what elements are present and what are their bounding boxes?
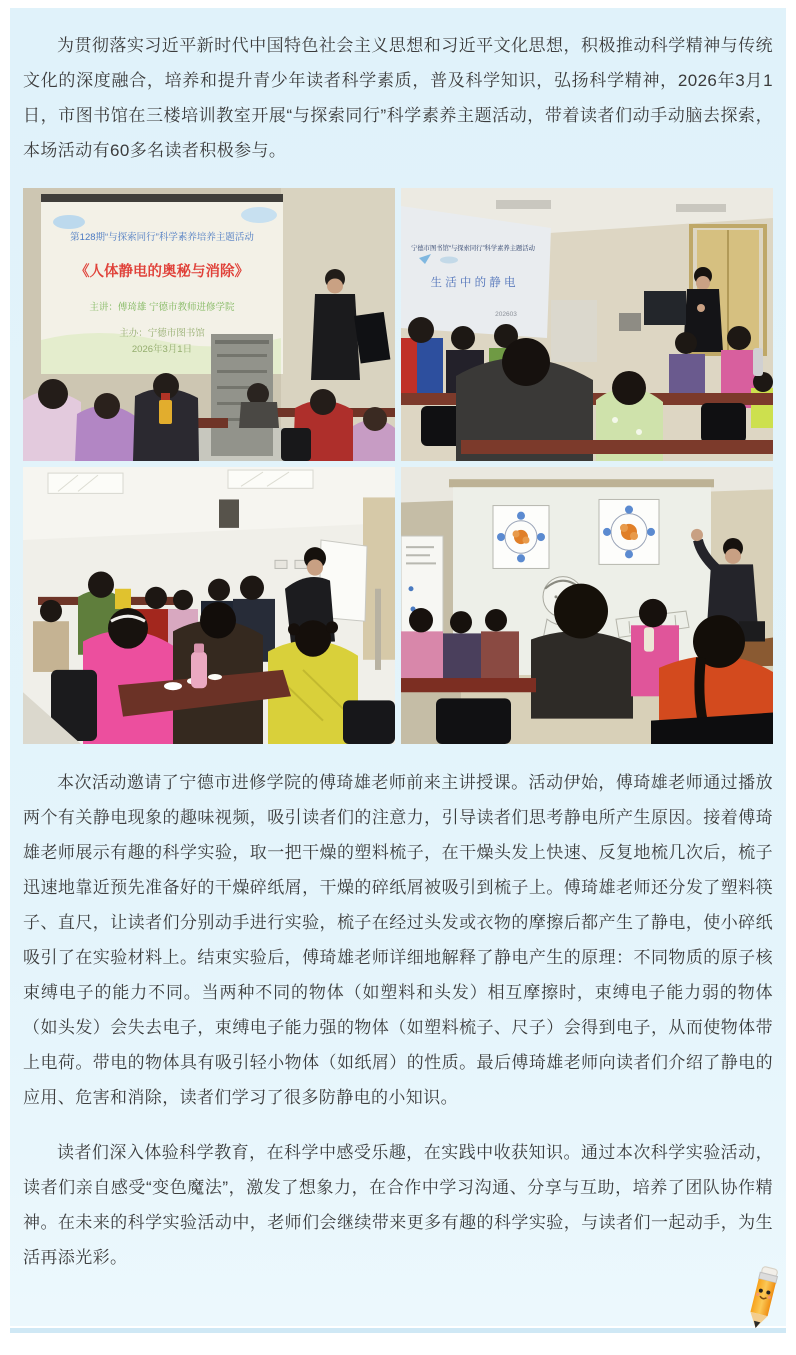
intro-paragraph: 为贯彻落实习近平新时代中国特色社会主义思想和习近平文化思想，积极推动科学精神与传统文化的深度融合，培养和提升青少年读者科学素质，普及科学知识，弘扬科学精神，2026年3月1日，市图书馆在三楼培训教室开展“与探索同行”科学素养主题活动，带着读者们动手动脑去探索，本场活动有60多名读者积极参与。 — [23, 36, 773, 160]
long-hair — [699, 658, 703, 723]
activity-detail-paragraph: 本次活动邀请了宁德市进修学院的傅琦雄老师前来主讲授课。活动伊始，傅琦雄老师通过播放两个有关静电现象的趣味视频，吸引读者们的注意力，引导读者们思考静电所产生原因。接着傅琦雄老师展示有趣的科学实验，取一把干燥的塑料梳子，在干燥头发上快速、反复地梳几次后，梳子迅速地靠近预先准备好的干燥碎纸屑，干燥的碎纸屑被吸引到梳子上。傅琦雄老师还分发了塑料筷子、直尺，让读者们分别动手进行实验，梳子在经过头发或衣物的摩擦后都产生了静电，使小碎纸吸引了在实验材料上。结束实验后，傅琦雄老师详细地解释了静电产生的原理：不同物质的原子核束缚电子的能力不同。当两种不同的物体（如塑料和头发）相互摩擦时，束缚电子能力弱的物体（如头发）会失去电子，束缚电子能力强的物体（如塑料梳子、尺子）会得到电子，从而使物体带上电荷。带电的物体具有吸引轻小物体（如纸屑）的性质。最后傅琦雄老师向读者们介绍了静电的应用、危害和消除，读者们学习了很多防静电的小知识。 — [23, 773, 773, 1107]
desk — [461, 440, 773, 454]
chair — [281, 428, 311, 461]
photo-atom-diagram-lecture[interactable] — [401, 467, 773, 744]
podium — [551, 300, 597, 362]
slide-host: 主办：宁德市图书馆 — [119, 328, 205, 339]
foreground-students — [83, 602, 358, 744]
paper-scraps — [164, 682, 182, 690]
monitor — [644, 291, 686, 325]
closing-paragraph: 读者们深入体验科学教育，在科学中感受乐趣，在实践中收获知识。通过本次科学实验活动，读者们亲自感受“变色魔法”，激发了想象力，在合作中学习沟通、分享与互助，培养了团队协作精神。在未来的科学实验活动中，老师们会继续带来更多有趣的科学实验，与读者们一起动手，为生活再添光彩。 — [23, 1143, 773, 1267]
photo-lecture-audience[interactable] — [401, 188, 773, 461]
slide-header: 宁德市图书馆“与探索同行”科学素养主题活动 — [411, 245, 535, 252]
slide-title: 《人体静电的奥秘与消除》 — [75, 264, 249, 280]
thermos-bottle — [753, 348, 763, 376]
photo-hands-on-experiment[interactable] — [23, 467, 395, 744]
screen-roller — [449, 479, 714, 487]
ceiling-vent — [676, 204, 726, 212]
chair — [343, 700, 395, 744]
bottom-divider — [10, 1328, 786, 1333]
chair — [436, 698, 511, 744]
photo-opening-slide[interactable] — [23, 188, 395, 461]
slide-date: 2026年3月1日 — [131, 344, 193, 355]
paper-scraps — [208, 674, 222, 680]
article-content — [10, 8, 786, 1326]
desk — [401, 678, 536, 692]
ceiling-vent — [496, 200, 551, 209]
wall-outlet — [275, 560, 287, 568]
backpack — [115, 589, 131, 609]
cloud-graphic — [53, 215, 85, 229]
wall-speaker — [219, 499, 239, 527]
slide-session-line: 第128期“与探索同行”科学素养培养主题活动 — [70, 232, 254, 243]
water-bottle — [644, 627, 654, 651]
cloud-graphic — [241, 207, 277, 223]
slide-speaker: 主讲：傅琦雄 宁德市教师进修学院 — [89, 302, 235, 313]
chair — [701, 403, 746, 443]
water-bottle — [159, 400, 172, 424]
av-equipment — [619, 313, 641, 331]
photo-grid — [23, 188, 773, 744]
slide-title: 生 活 中 的 静 电 — [430, 277, 516, 289]
slide-code: 202603 — [495, 311, 517, 318]
atom-diagram — [493, 506, 549, 569]
atom-diagram — [599, 499, 659, 564]
